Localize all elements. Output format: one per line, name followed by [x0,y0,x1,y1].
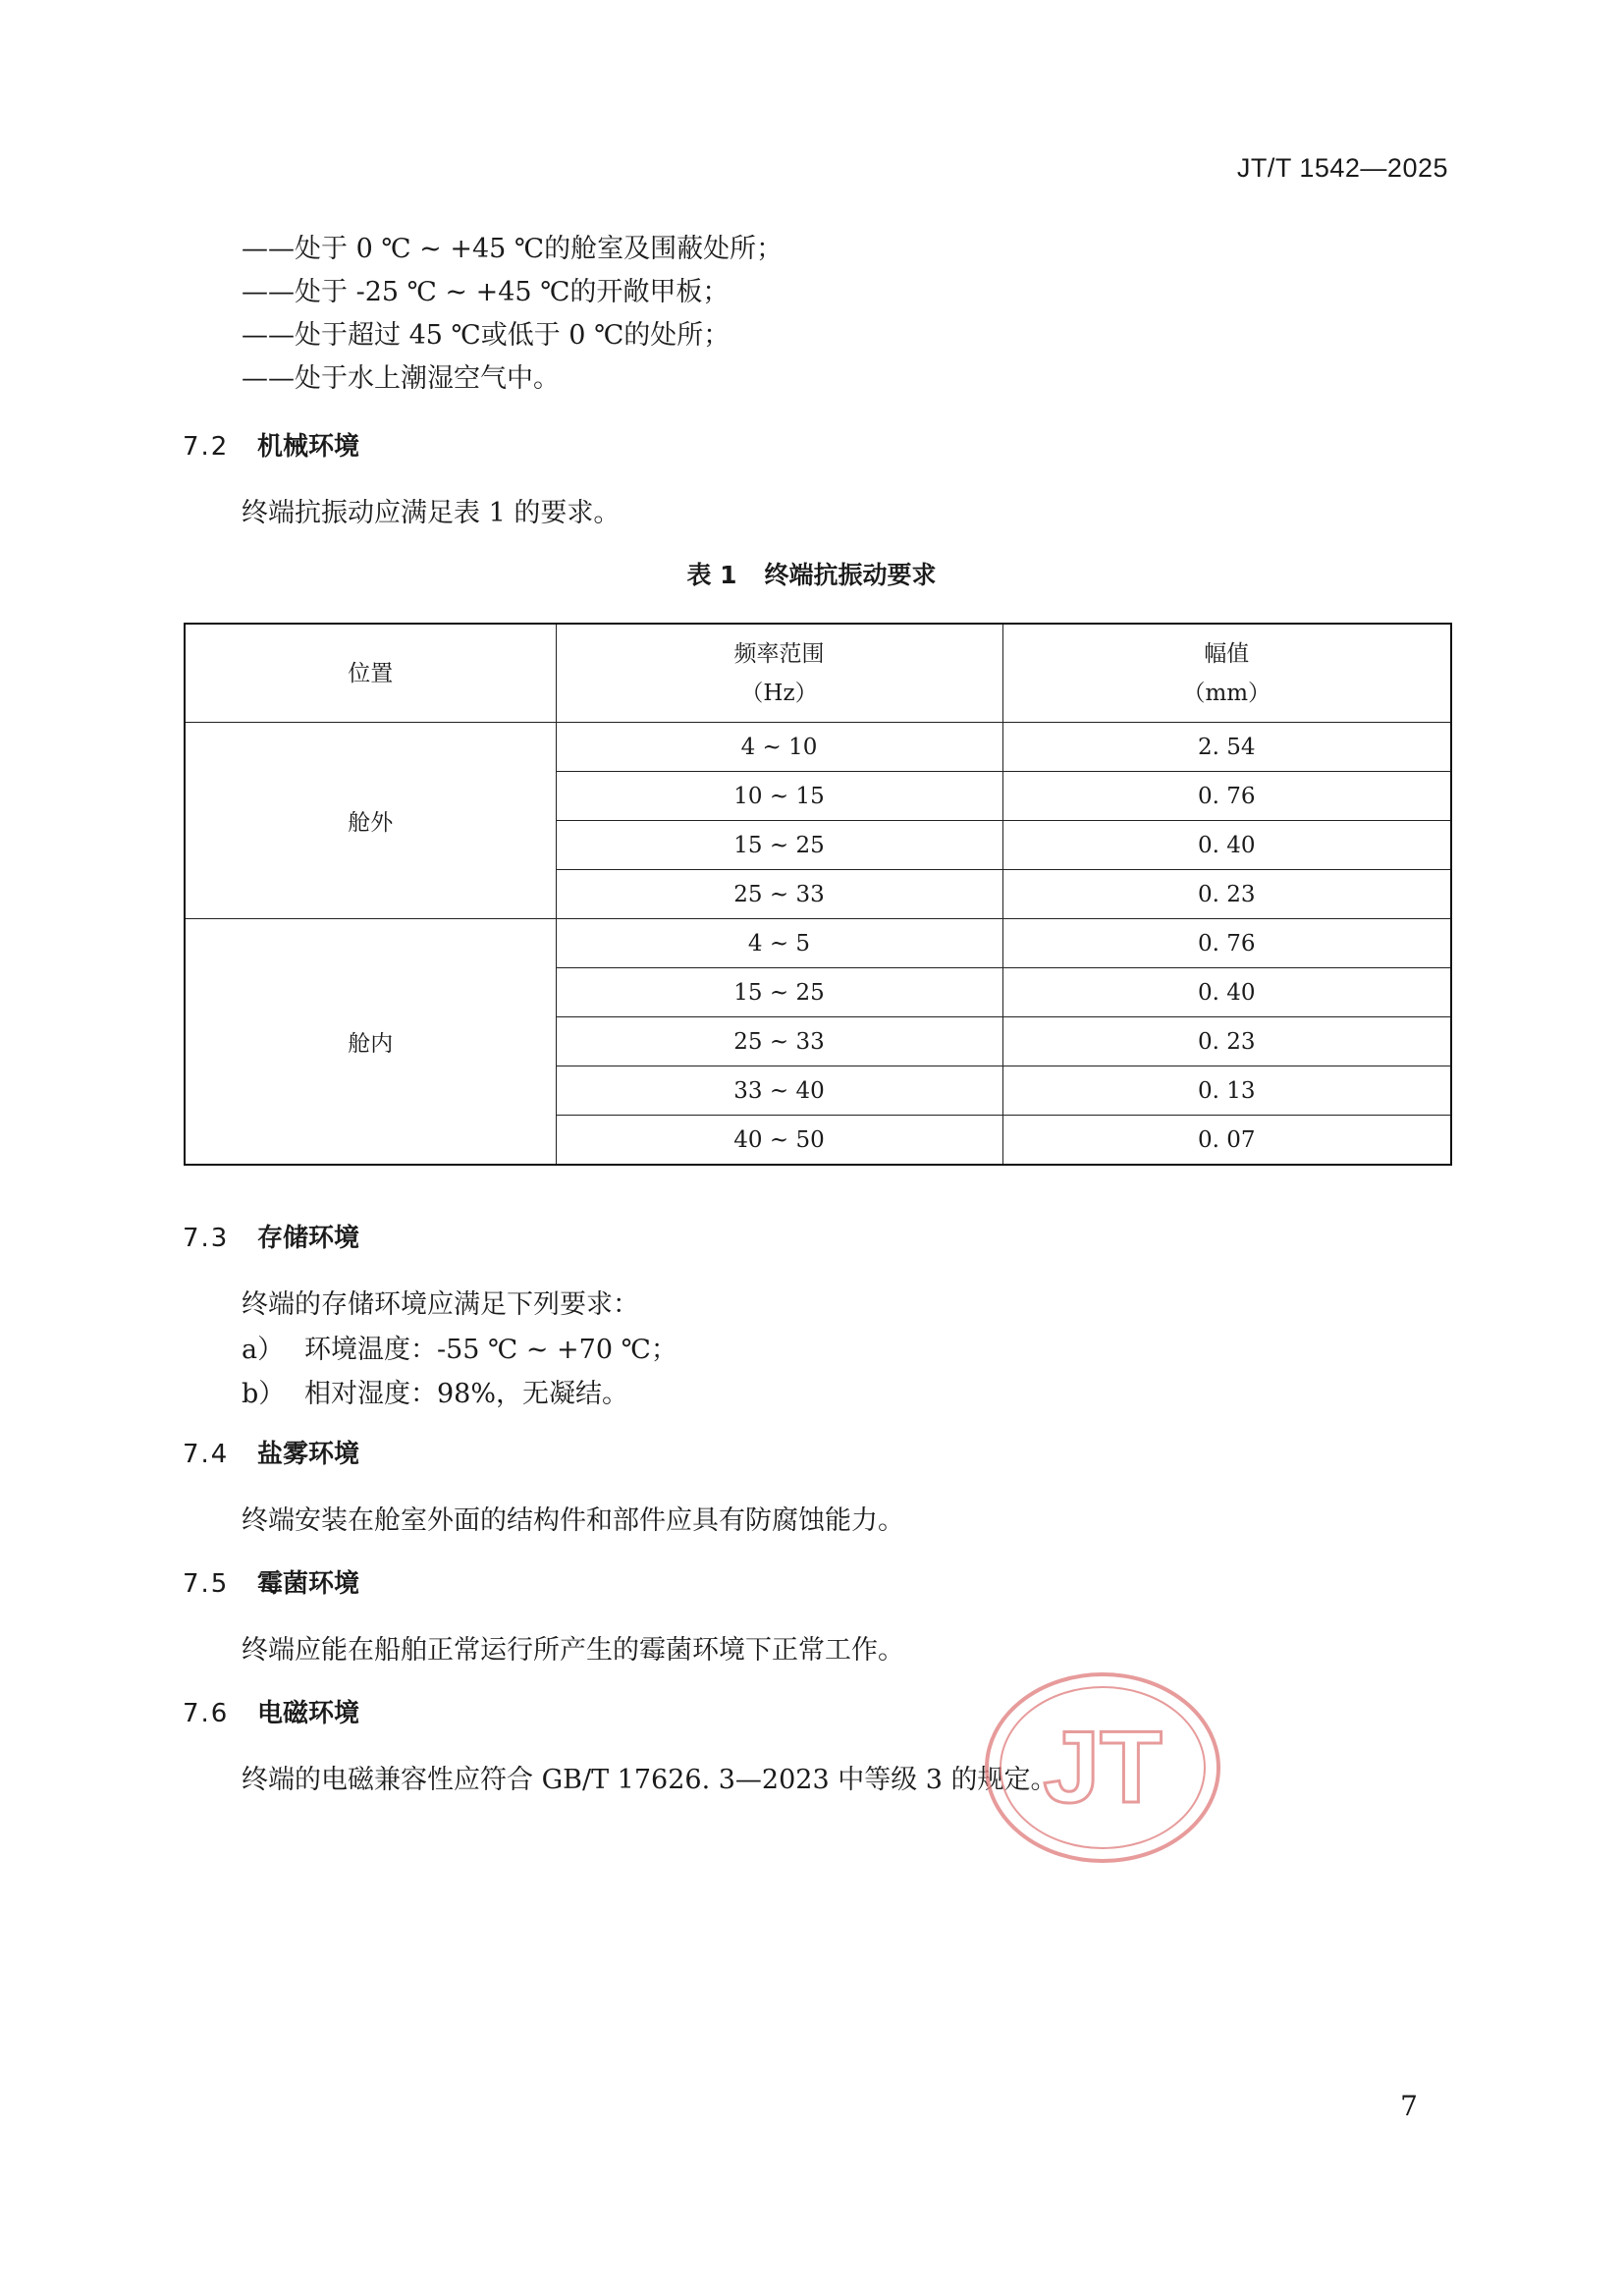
jt-stamp-logo [982,1669,1223,1866]
list-item-b [242,1372,628,1410]
section-title: 机械环境 [257,432,360,462]
item-marker: b） [242,1379,286,1409]
section-number: 7.2 [183,432,230,462]
section-heading-7-2 [183,426,359,463]
section-paragraph: 终端安装在舱室外面的结构件和部件应具有防腐蚀能力。 [242,1505,904,1536]
frequency-cell: 25 ~ 33 [556,1017,1002,1066]
item-marker: a） [242,1335,285,1365]
section-title: 存储环境 [257,1224,360,1253]
environment-list [242,228,783,401]
header-position: 位置 [185,624,556,723]
table-row [185,919,1451,968]
section-heading-7-6 [183,1693,359,1729]
header-amplitude-label: 幅值 [1204,640,1250,667]
frequency-cell: 33 ~ 40 [556,1066,1002,1116]
section-title: 电磁环境 [257,1699,360,1728]
header-frequency-unit: （Hz） [740,680,818,706]
section-title: 盐雾环境 [257,1440,360,1469]
frequency-cell: 15 ~ 25 [556,968,1002,1017]
svg-text:JT: JT [1043,1711,1163,1825]
section-paragraph: 终端抗振动应满足表 1 的要求。 [242,498,621,528]
section-heading-7-3 [183,1218,359,1254]
table-title: 终端抗振动要求 [764,561,937,589]
section-paragraph: 终端的存储环境应满足下列要求： [242,1289,639,1320]
amplitude-cell: 0. 76 [1002,919,1451,968]
frequency-cell: 25 ~ 33 [556,870,1002,919]
list-item: ——处于超过 45 ℃或低于 0 ℃的处所； [242,320,730,351]
frequency-cell: 15 ~ 25 [556,821,1002,870]
list-item: ——处于 0 ℃ ~ +45 ℃的舱室及围蔽处所； [242,234,784,264]
item-text: 环境温度：-55 ℃ ~ +70 ℃； [304,1335,677,1365]
header-amplitude-unit: （mm） [1182,680,1271,706]
amplitude-cell: 2. 54 [1002,723,1451,772]
amplitude-cell: 0. 07 [1002,1116,1451,1166]
table-header-row [185,624,1451,723]
table-row [185,723,1451,772]
section-paragraph: 终端应能在船舶正常运行所产生的霉菌环境下正常工作。 [242,1635,904,1666]
amplitude-cell: 0. 40 [1002,968,1451,1017]
frequency-cell: 40 ~ 50 [556,1116,1002,1166]
header-amplitude [1002,624,1451,723]
section-number: 7.4 [183,1440,230,1469]
amplitude-cell: 0. 23 [1002,1017,1451,1066]
position-cell: 舱外 [185,723,556,919]
frequency-cell: 4 ~ 10 [556,723,1002,772]
amplitude-cell: 0. 23 [1002,870,1451,919]
header-frequency-label: 频率范围 [733,640,825,667]
frequency-cell: 4 ~ 5 [556,919,1002,968]
item-text: 相对湿度：98%，无凝结。 [304,1379,629,1409]
section-number: 7.6 [183,1699,230,1728]
table-number: 表 1 [686,561,737,589]
header-frequency [556,624,1002,723]
table-caption [0,556,1623,591]
vibration-table [184,623,1452,1166]
frequency-cell: 10 ~ 15 [556,772,1002,821]
page-number: 7 [1400,2090,1418,2122]
list-item-a [242,1328,677,1366]
section-number: 7.3 [183,1224,230,1253]
section-title: 霉菌环境 [257,1569,360,1599]
amplitude-cell: 0. 13 [1002,1066,1451,1116]
list-item: ——处于水上潮湿空气中。 [242,363,560,394]
standard-code: JT/T 1542—2025 [1236,153,1448,183]
amplitude-cell: 0. 76 [1002,772,1451,821]
section-number: 7.5 [183,1569,230,1599]
amplitude-cell: 0. 40 [1002,821,1451,870]
section-heading-7-4 [183,1434,359,1470]
section-heading-7-5 [183,1563,359,1600]
section-paragraph: 终端的电磁兼容性应符合 GB/T 17626. 3—2023 中等级 3 的规定。 [242,1765,1057,1795]
position-cell: 舱内 [185,919,556,1166]
list-item: ——处于 -25 ℃ ~ +45 ℃的开敞甲板； [242,277,730,307]
